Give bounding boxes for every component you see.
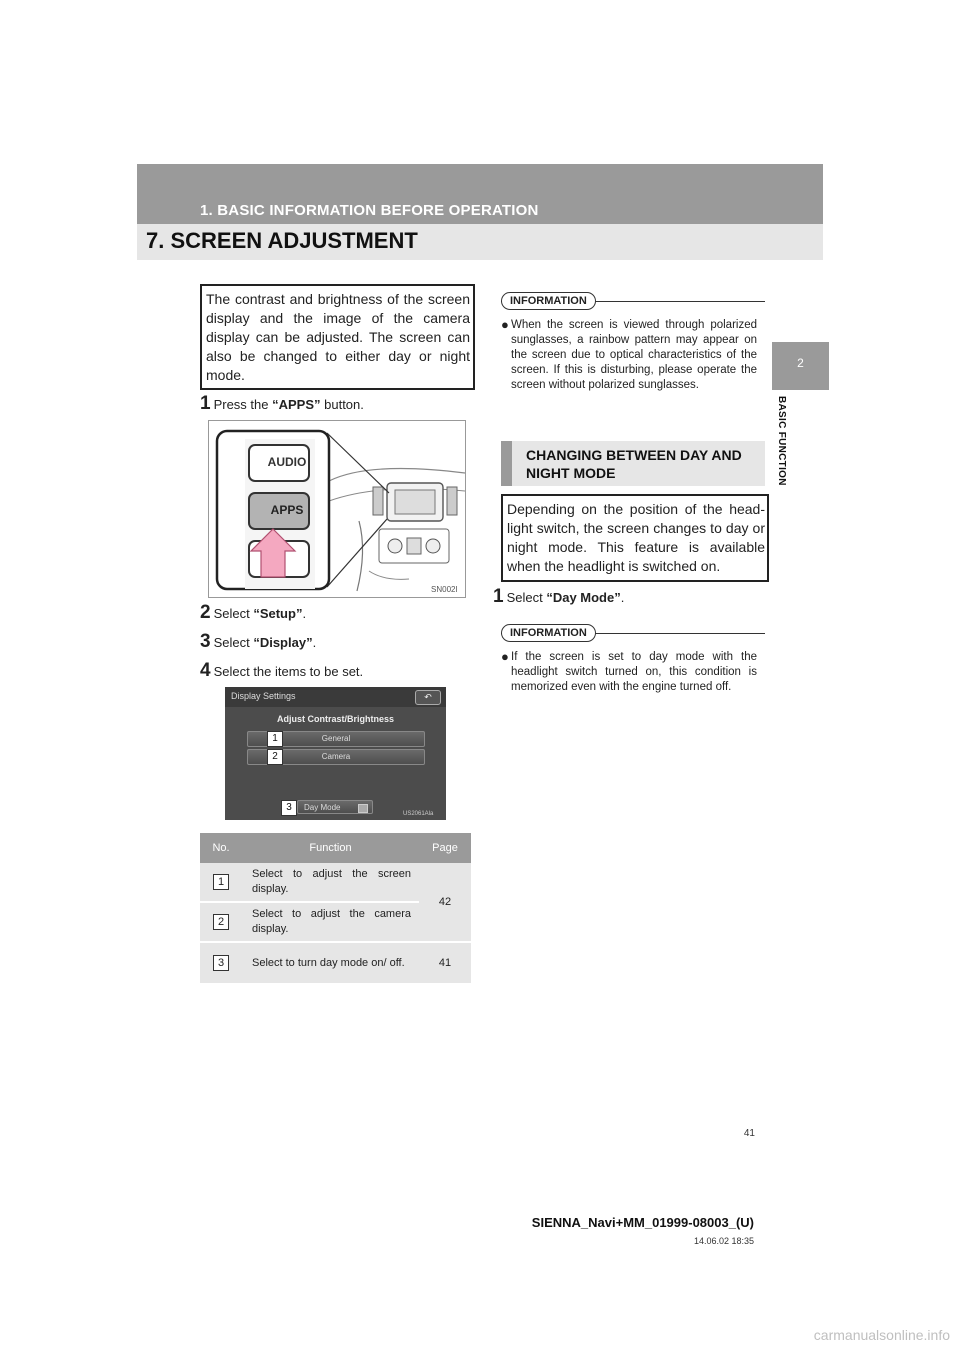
callout-3: 3 — [281, 800, 297, 816]
table-header-function: Function — [242, 833, 419, 863]
table-row — [200, 942, 471, 984]
step-4: 4 Select the items to be set. — [200, 660, 364, 681]
table-row — [200, 863, 471, 902]
chapter-tab-label: BASIC FUNCTION — [776, 396, 787, 486]
dashboard-drawing — [209, 421, 465, 597]
document-timestamp: 14.06.02 18:35 — [693, 1236, 754, 1246]
audio-button-label: AUDIO — [267, 455, 307, 469]
page-title: 7. SCREEN ADJUSTMENT — [146, 228, 418, 253]
chapter-tab-number: 2 — [797, 356, 804, 370]
figure-code-2: US2061Ala — [403, 811, 434, 817]
screen-title: Display Settings — [231, 691, 296, 701]
apps-button-label: APPS — [270, 503, 304, 517]
table-header-page: Page — [419, 833, 471, 863]
row-page: 41 — [419, 942, 471, 984]
section-heading: CHANGING BETWEEN DAY AND NIGHT MODE — [526, 447, 742, 481]
row-function: Select to turn day mode on/ off. — [242, 942, 419, 984]
apps-button-illustration — [208, 420, 466, 598]
step-1: 1 Press the “APPS” button. — [200, 393, 364, 414]
bullet-icon: ● — [501, 317, 509, 332]
row-function: Select to adjust the camera display. — [242, 902, 419, 942]
step-2: 2 Select “Setup”. — [200, 602, 307, 623]
callout-2: 2 — [267, 749, 283, 765]
section-heading-bar — [501, 441, 512, 486]
document-code: SIENNA_Navi+MM_01999-08003_(U) — [531, 1215, 754, 1230]
step-3: 3 Select “Display”. — [200, 631, 317, 652]
screen-subtitle: Adjust Contrast/Brightness — [276, 714, 394, 724]
intro-box: The contrast and brightness of the screen display and the image of the camera display can be adjusted. The screen can also be changed to either day or night mode. — [200, 284, 475, 390]
row-function: Select to adjust the screen display. — [242, 863, 419, 902]
information-text-2: ● If the screen is set to day mode with the headlight switch turned on, this condition is memorized even with the engine turned off. — [501, 649, 757, 693]
display-settings-screenshot — [225, 687, 446, 820]
function-table — [200, 833, 471, 985]
row-number: 1 — [213, 874, 229, 890]
information-label-1: INFORMATION — [501, 292, 596, 310]
camera-button[interactable]: Camera — [247, 749, 425, 765]
row-page: 42 — [419, 863, 471, 942]
day-mode-indicator — [358, 804, 368, 813]
general-button[interactable]: General — [247, 731, 425, 747]
row-number: 2 — [213, 914, 229, 930]
day-mode-button[interactable]: Day Mode — [297, 800, 373, 814]
callout-1: 1 — [267, 731, 283, 747]
section-box: Depending on the position of the head-light switch, the screen changes to day or night mode. This feature is available when the headlight is switched on. — [501, 494, 769, 582]
chapter-title: 1. BASIC INFORMATION BEFORE OPERATION — [200, 202, 539, 219]
back-icon[interactable]: ↶ — [415, 690, 441, 705]
table-header-no: No. — [200, 833, 242, 863]
bullet-icon: ● — [501, 649, 509, 664]
figure-code: SN002I — [431, 585, 458, 594]
step-day-mode: 1 Select “Day Mode”. — [493, 586, 625, 607]
row-number: 3 — [213, 955, 229, 971]
page-number: 41 — [743, 1128, 755, 1139]
information-text-1: ● When the screen is viewed through polarized sunglasses, a rainbow pattern may appear on the screen due to optical characteristics of the screen. If this is disturbing, please operate the screen without polarized sunglasses. — [501, 317, 757, 391]
watermark: carmanualsonline.info — [813, 1327, 950, 1343]
information-label-2: INFORMATION — [501, 624, 596, 642]
